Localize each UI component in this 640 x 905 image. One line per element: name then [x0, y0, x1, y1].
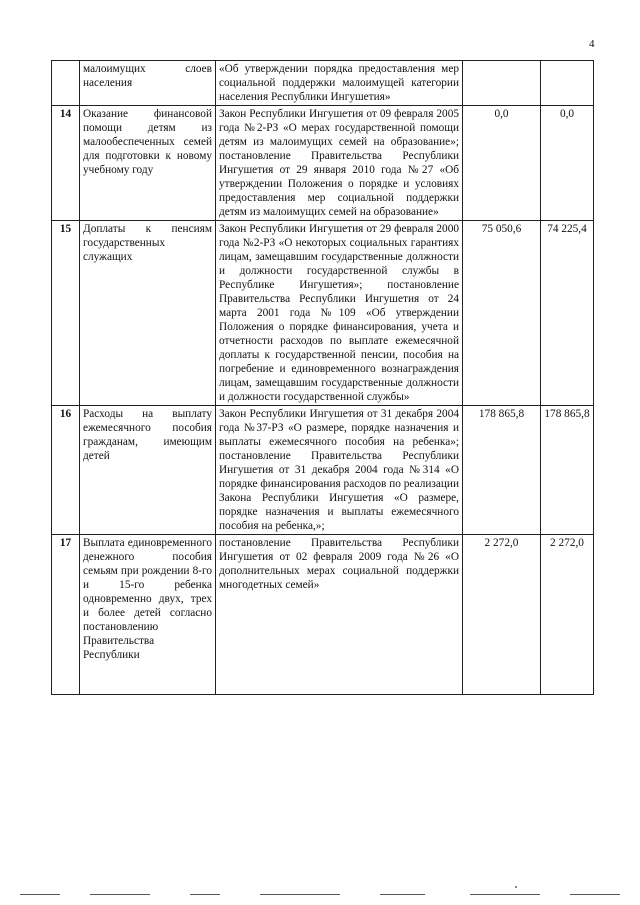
row-number: 15 [52, 221, 80, 406]
legal-act: постановление Правительства Республики Ингушетия от 02 февраля 2009 года №26 «О дополнительных мерах социальной поддержки многодетных семей» [216, 535, 463, 695]
scan-edge-marks [0, 894, 640, 898]
amount-executed: 2 272,0 [541, 535, 594, 695]
legal-act: Закон Республики Ингушетия от 31 декабря 2004 года №37-РЗ «О размере, порядке назначения и выплаты ежемесячного пособия на ребенка»; постановление Правительства Республики Ингушетия от 31 декабря 2004 года №314 «О порядке финансирования расходов по реализации Закона Республики Ингушетия «О размере, порядке назначения и выплаты ежемесячного пособия на ребенка,»; [216, 406, 463, 535]
legal-act: Закон Республики Ингушетия от 09 февраля 2005 года №2-РЗ «О мерах государственной помощи детям из малоимущих семей на образование»; постановление Правительства Республики Ингушетия от 29 января 2010 года №27 «Об утверждении Положения о порядке и условиях предоставления мер социальной поддержки детям из малоимущих семей на образование» [216, 106, 463, 221]
amount-executed [541, 61, 594, 106]
row-number: 14 [52, 106, 80, 221]
expense-name: малоимущих слоев населения [80, 61, 216, 106]
expense-name: Расходы на выплату ежемесячного пособия гражданам, имеющим детей [80, 406, 216, 535]
table-row [52, 406, 594, 535]
table-row [52, 106, 594, 221]
page-number: 4 [589, 38, 595, 50]
legal-act: «Об утверждении порядка предоставления мер социальной поддержки малоимущей категории населения Республики Ингушетия» [216, 61, 463, 106]
expense-name: Выплата единовременного денежного пособия семьям при рождении 8-го и 15-го ребенка одновременно двух, трех и более детей согласно постановлению Правительства Республики [80, 535, 216, 695]
amount-executed: 74 225,4 [541, 221, 594, 406]
table-row [52, 61, 594, 106]
row-number: 16 [52, 406, 80, 535]
amount-planned [463, 61, 541, 106]
amount-planned: 75 050,6 [463, 221, 541, 406]
expense-name: Доплаты к пенсиям государственных служащих [80, 221, 216, 406]
amount-planned: 2 272,0 [463, 535, 541, 695]
scan-speck [515, 886, 517, 888]
table-row [52, 535, 594, 695]
expense-name: Оказание финансовой помощи детям из малообеспеченных семей для подготовки к новому учебному году [80, 106, 216, 221]
amount-executed: 178 865,8 [541, 406, 594, 535]
legal-act: Закон Республики Ингушетия от 29 февраля 2000 года №2-РЗ «О некоторых социальных гарантиях лицам, замещавшим государственные должности и должности государственной службы в Республике Ингушетия»; постановление Правительства Республики Ингушетия от 24 марта 2001 года №109 «Об утверждении Положения о порядке финансирования, учета и отчетности расходов по выплате ежемесячной доплаты к государственной пенсии, пособия на погребение и единовременного вознаграждения лицам, замещавшим государственные должности и должности государственной службы» [216, 221, 463, 406]
row-number [52, 61, 80, 106]
amount-executed: 0,0 [541, 106, 594, 221]
amount-planned: 178 865,8 [463, 406, 541, 535]
amount-planned: 0,0 [463, 106, 541, 221]
document-table [51, 60, 594, 695]
row-number: 17 [52, 535, 80, 695]
table-row [52, 221, 594, 406]
